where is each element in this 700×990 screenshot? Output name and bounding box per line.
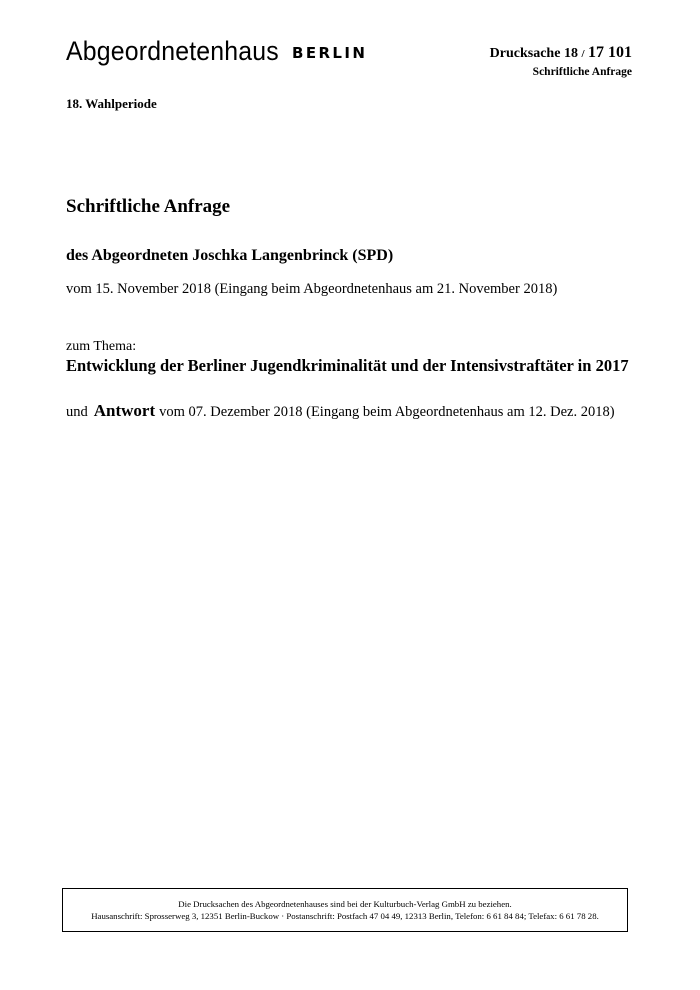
drucksache-block [490, 45, 632, 78]
answer-prefix: und [66, 404, 88, 420]
logo-wordmark: Abgeordnetenhaus [66, 36, 279, 66]
drucksache-slash: / [581, 48, 585, 60]
drucksache-number-line [490, 45, 632, 62]
document-type: Schriftliche Anfrage [532, 66, 632, 78]
footer-box [62, 888, 628, 932]
topic-label: zum Thema: [66, 339, 137, 354]
topic-heading: Entwicklung der Berliner Jugendkriminalität und der Intensivstraftäter in 2017 [66, 356, 629, 375]
answer-line [66, 401, 615, 421]
parliament-logo [66, 36, 368, 66]
author-line: des Abgeordneten Joschka Langenbrinck (SPD) [66, 247, 394, 264]
answer-word: Antwort [93, 401, 156, 420]
footer-line-2: Hausanschrift: Sprosserweg 3, 12351 Berlin-Buckow · Postanschrift: Postfach 47 04 49, 12313 Berlin, Telefon: 6 61 84 84; Telefax: 6 61 78 28. [91, 911, 599, 921]
page-title: Schriftliche Anfrage [66, 196, 231, 217]
drucksache-number: 17 101 [588, 44, 632, 61]
wahlperiode: 18. Wahlperiode [66, 96, 157, 111]
footer-line-1: Die Drucksachen des Abgeordnetenhauses sind bei der Kulturbuch-Verlag GmbH zu beziehen. [178, 899, 512, 909]
date-line: vom 15. November 2018 (Eingang beim Abgeordnetenhaus am 21. November 2018) [66, 281, 558, 297]
answer-suffix: vom 07. Dezember 2018 (Eingang beim Abgeordnetenhaus am 12. Dez. 2018) [159, 404, 615, 420]
drucksache-label: Drucksache [489, 46, 561, 61]
drucksache-period: 18 [563, 46, 578, 61]
logo-city: BERLIN [292, 44, 368, 62]
